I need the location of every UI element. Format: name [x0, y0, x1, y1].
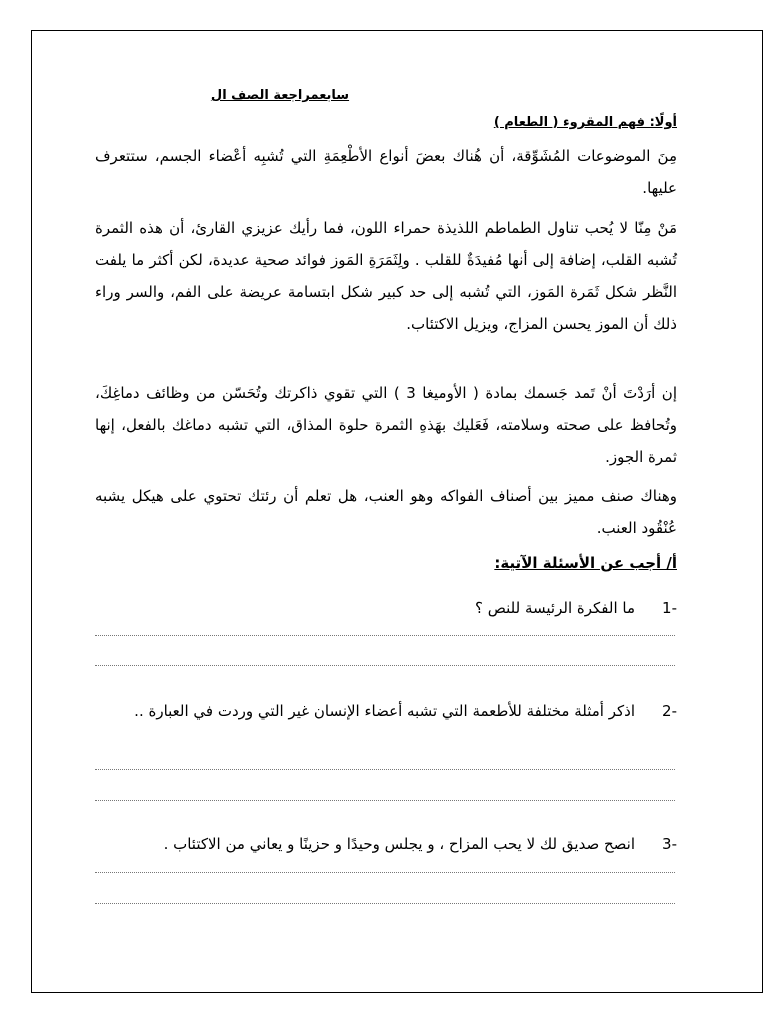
questions-heading: أ/ أجب عن الأسئلة الآتية: [494, 554, 677, 572]
reading-heading: أولًا: فهم المقروء ( الطعام ) [493, 115, 677, 130]
question-number: -3 [662, 835, 677, 853]
reading-paragraph-2: مَنْ مِنّا لا يُحب تناول الطماطم اللذيذة حمراء اللون، فما رأيك عزيزي القارئ، أن هذه الثمرة تُشبه القلب، إضافة إلى أنها مُفيدَةٌ للقلب . ولِثَمَرَةِ المَوز فوائد صحية عديدة، لكن أكثر ما يلفت النَّظر شكل ثَمَرة المَوز، التي تُشبه إلى حد كبير شكل ابتسامة عريضة على الفم، والسر وراء ذلك أن الموز يحسن المزاج، ويزيل الاكتئاب. [95, 219, 677, 333]
question-2 [95, 696, 677, 726]
question-number: -2 [662, 702, 677, 720]
reading-paragraph-4: وهناك صنف مميز بين أصناف الفواكه وهو العنب، هل تعلم أن رئتك تحتوي على هيكل يشبه عُنْقُود العنب. [95, 487, 677, 537]
answer-line[interactable] [95, 903, 675, 904]
question-3 [95, 829, 677, 859]
question-number: -1 [662, 599, 677, 617]
answer-line[interactable] [95, 872, 675, 873]
question-1 [95, 593, 677, 623]
question-text: ما الفكرة الرئيسة للنص ؟ [475, 599, 635, 617]
reading-paragraph-3: إن أرَدْتَ أنْ تَمد جَسمك بمادة ( الأوميغا 3 ) التي تقوي ذاكرتك وتُحَسّن من وظائف دماغِكَ، وتُحافظ على صحته وسلامته، فَعَليك بهَذهِ الثمرة حلوة المذاق، التي تشبه دماغك بالفعل، إنها ثمرة الجوز. [95, 384, 677, 466]
answer-line[interactable] [95, 769, 675, 770]
question-text: اذكر أمثلة مختلفة للأطعمة التي تشبه أعضاء الإنسان غير التي وردت في العبارة .. [134, 702, 635, 720]
answer-line[interactable] [95, 800, 675, 801]
reading-paragraph-1: مِنَ الموضوعات المُشَوِّقة، أن هُناك بعضَ أنواع الأطْعِمَةِ التي تُشبِه أعْضاء الجسم، ستتعرف عليها. [95, 147, 677, 197]
question-text: انصح صديق لك لا يحب المزاح ، و يجلس وحيدًا و حزينًا و يعاني من الاكتئاب . [163, 835, 635, 853]
answer-line[interactable] [95, 665, 675, 666]
answer-line[interactable] [95, 635, 675, 636]
page-title: سابعمراجعة الصف ال [210, 88, 350, 103]
